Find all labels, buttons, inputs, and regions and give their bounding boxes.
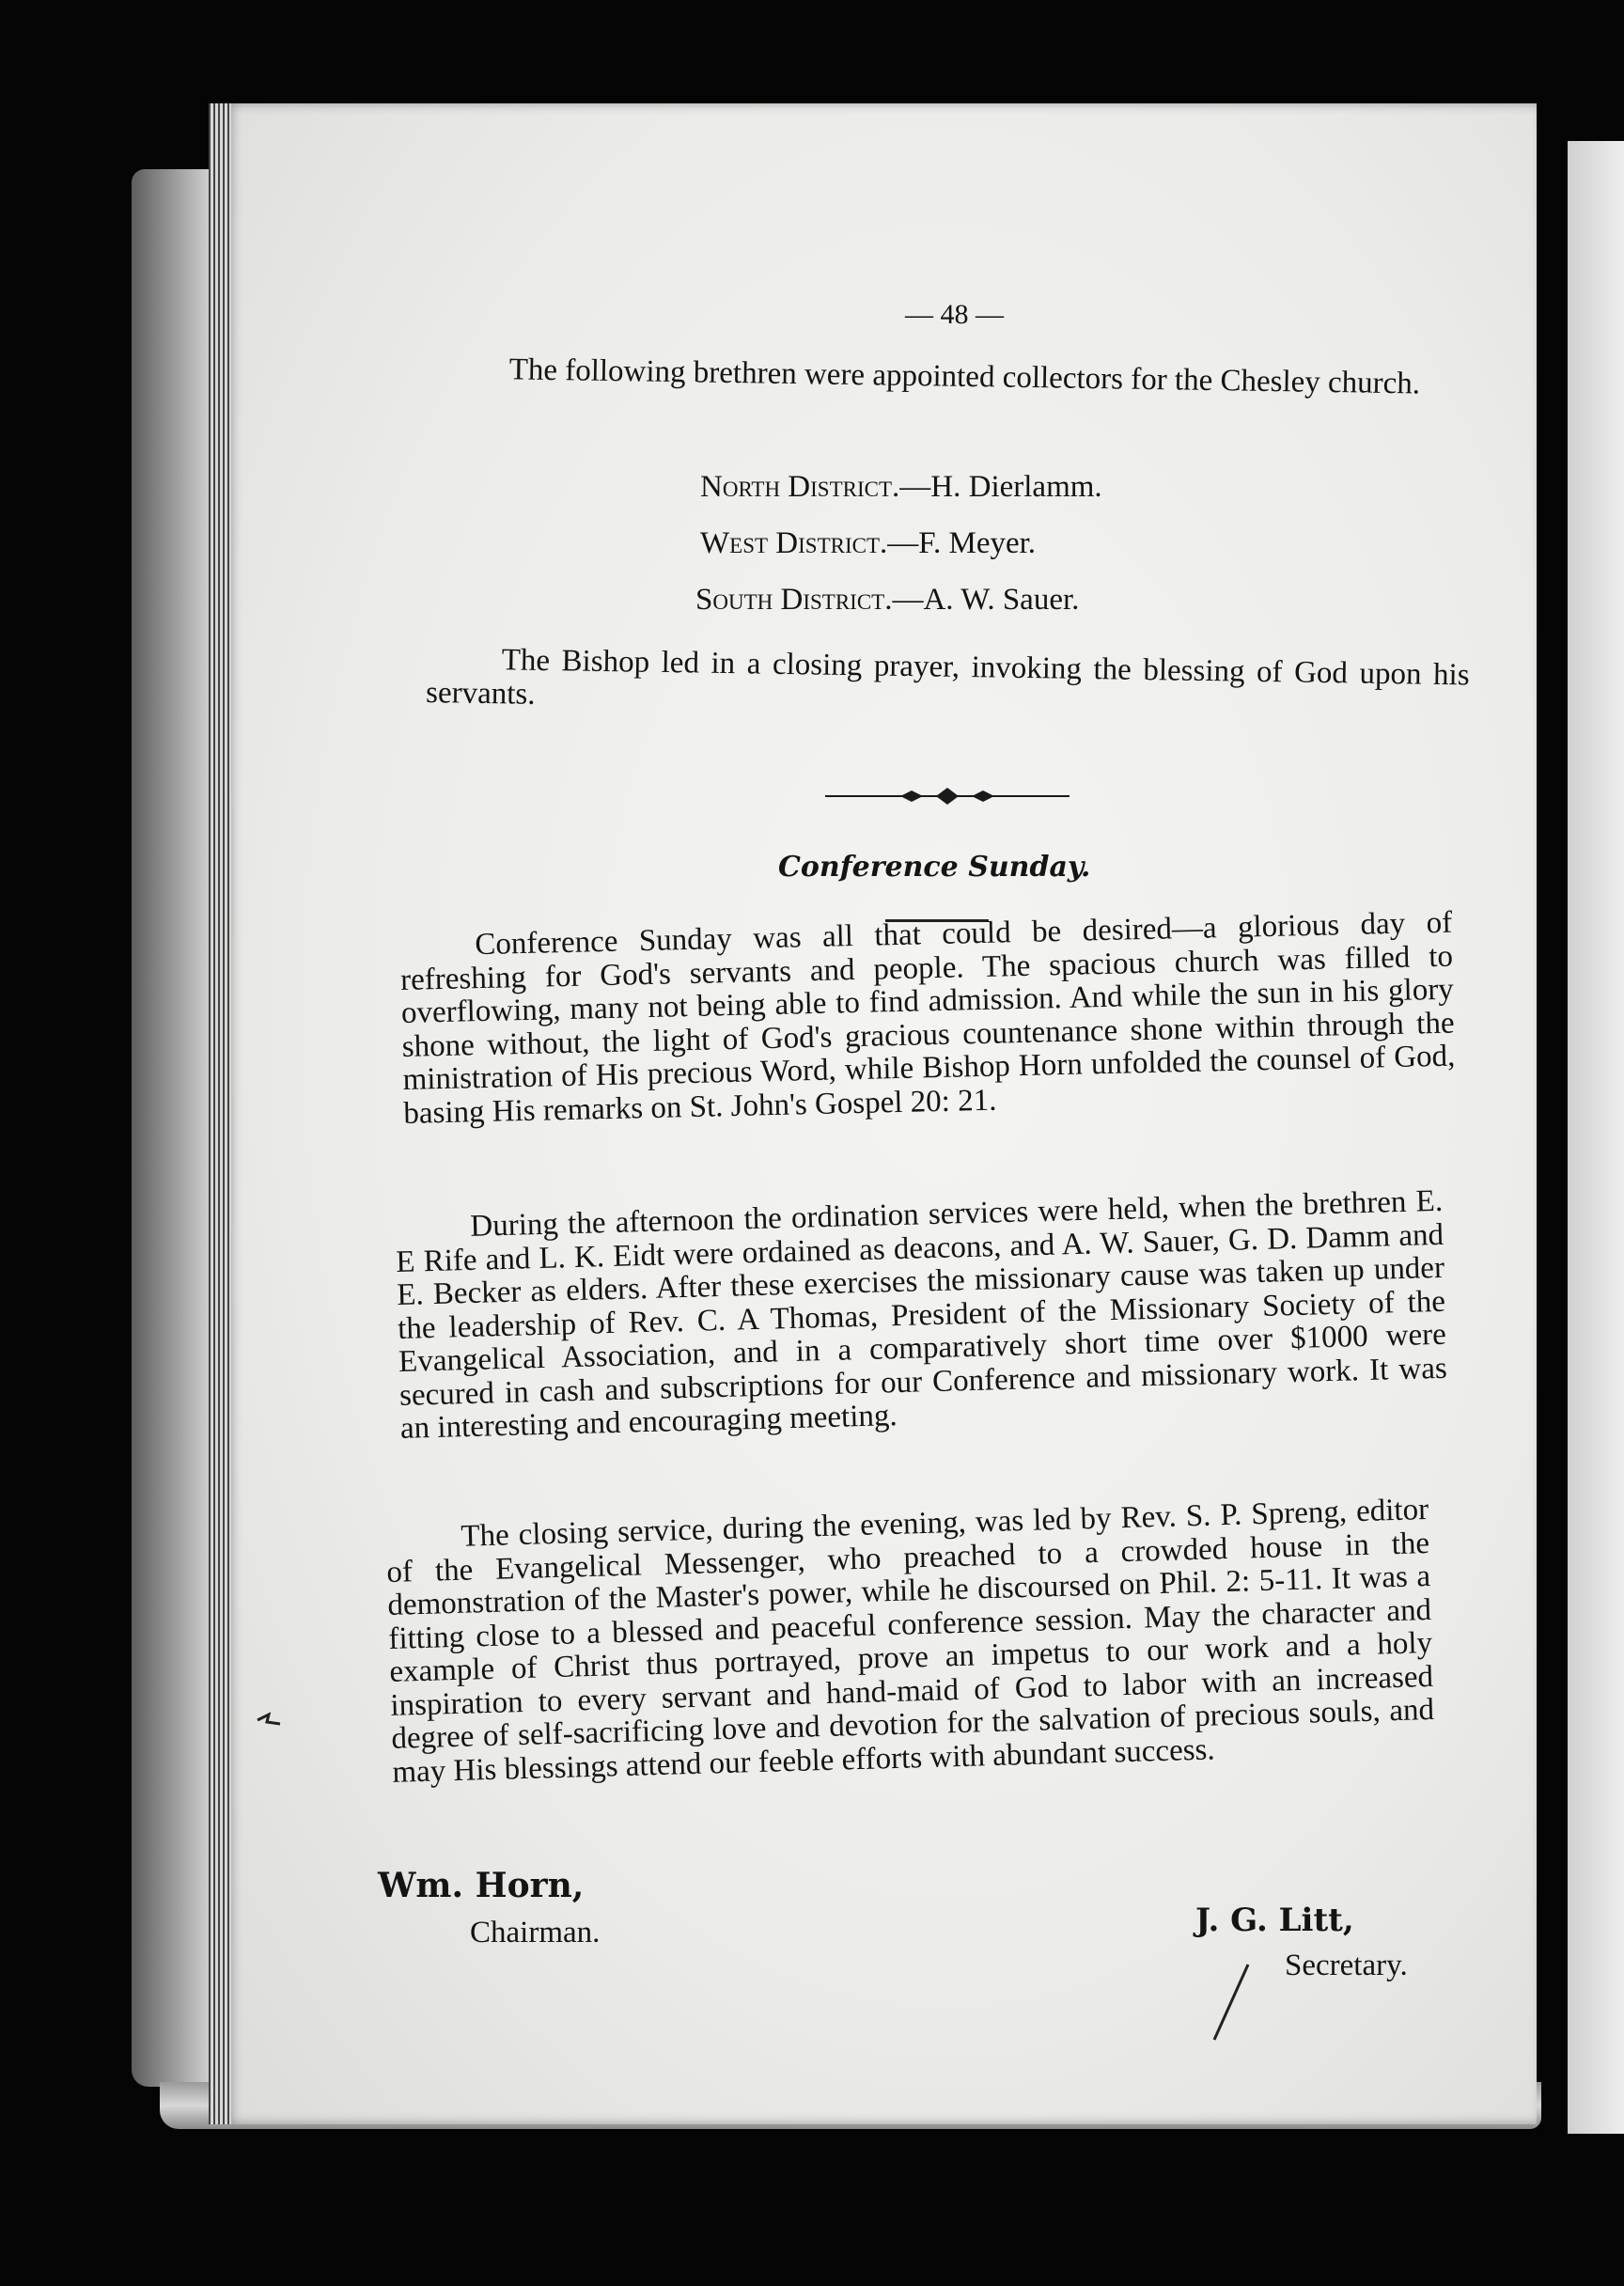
pencil-mark <box>1203 1960 1259 2044</box>
ornament-divider <box>825 782 1070 810</box>
facing-page-edge <box>1568 141 1624 2134</box>
page-stack-edge <box>209 103 231 2124</box>
secretary-name: J. G. Litt, <box>1195 1902 1354 1939</box>
district-collector: —H. Dierlamm. <box>899 470 1102 504</box>
section-heading: Conference Sunday. <box>778 851 1091 884</box>
chairman-title: Chairman. <box>470 1916 601 1949</box>
paragraph-conference-sunday: Conference Sunday was all that could be desired—a glorious day of refreshing for God's servants and people. The spacious church was filled to overflowing, many not being able to find admission. And while the sun in his glory shone without, the light of God's gracious countenance shone within through the ministration of His precious Word, while Bishop Horn unfolded the counsel of God, basing His remarks on St. John's Gospel 20: 21. <box>399 905 1456 1131</box>
intro-paragraph: The following brethren were appointed collectors for the Chesley church. <box>508 352 1421 401</box>
paragraph-closing-service: The closing service, during the evening, was led by Rev. S. P. Spreng, editor of the Evangelical Messenger, who preached to a crowded house in the demonstration of the Master's power, while he discoursed on Phil. 2: 5-11. It was a fitting close to a blessed and peaceful conference session. May the character and example of Christ thus portrayed, prove an impetus to our work and a holy inspiration to every servant and hand-maid of God to labor with an increased degree of self-sacrificing love and devotion for the salvation of precious souls, and may His blessings attend our feeble efforts with abundant success. <box>385 1493 1435 1790</box>
secretary-title: Secretary. <box>1285 1949 1408 1982</box>
paragraph-ordination: During the afternoon the ordination services were held, when the brethren E. E Rife and L. K. Eidt were ordained as deacons, and A. W. Sauer, G. D. Damm and E. Becker as elders. After these exercises the missionary cause was taken up under the leadership of Rev. C. A Thomas, President of the Missionary Society of the Evangelical Association, and in a comparatively short time over $1000 were secured in cash and subscriptions for our Conference and missionary work. It was an interesting and encouraging meeting. <box>395 1183 1448 1446</box>
district-north <box>700 470 1102 505</box>
chairman-name: Wm. Horn, <box>378 1866 585 1905</box>
district-south <box>695 583 1079 618</box>
district-label: West District. <box>700 526 888 560</box>
district-label: North District. <box>700 470 900 504</box>
closing-prayer-paragraph: The Bishop led in a closing prayer, invoking the blessing of God upon his servants. <box>425 643 1470 712</box>
page-number: — 48 — <box>905 299 1004 330</box>
margin-mark <box>256 1711 284 1730</box>
district-label: South District. <box>695 583 893 617</box>
district-collector: —A. W. Sauer. <box>892 583 1080 617</box>
district-collector: —F. Meyer. <box>887 526 1037 560</box>
district-west <box>700 526 1036 561</box>
